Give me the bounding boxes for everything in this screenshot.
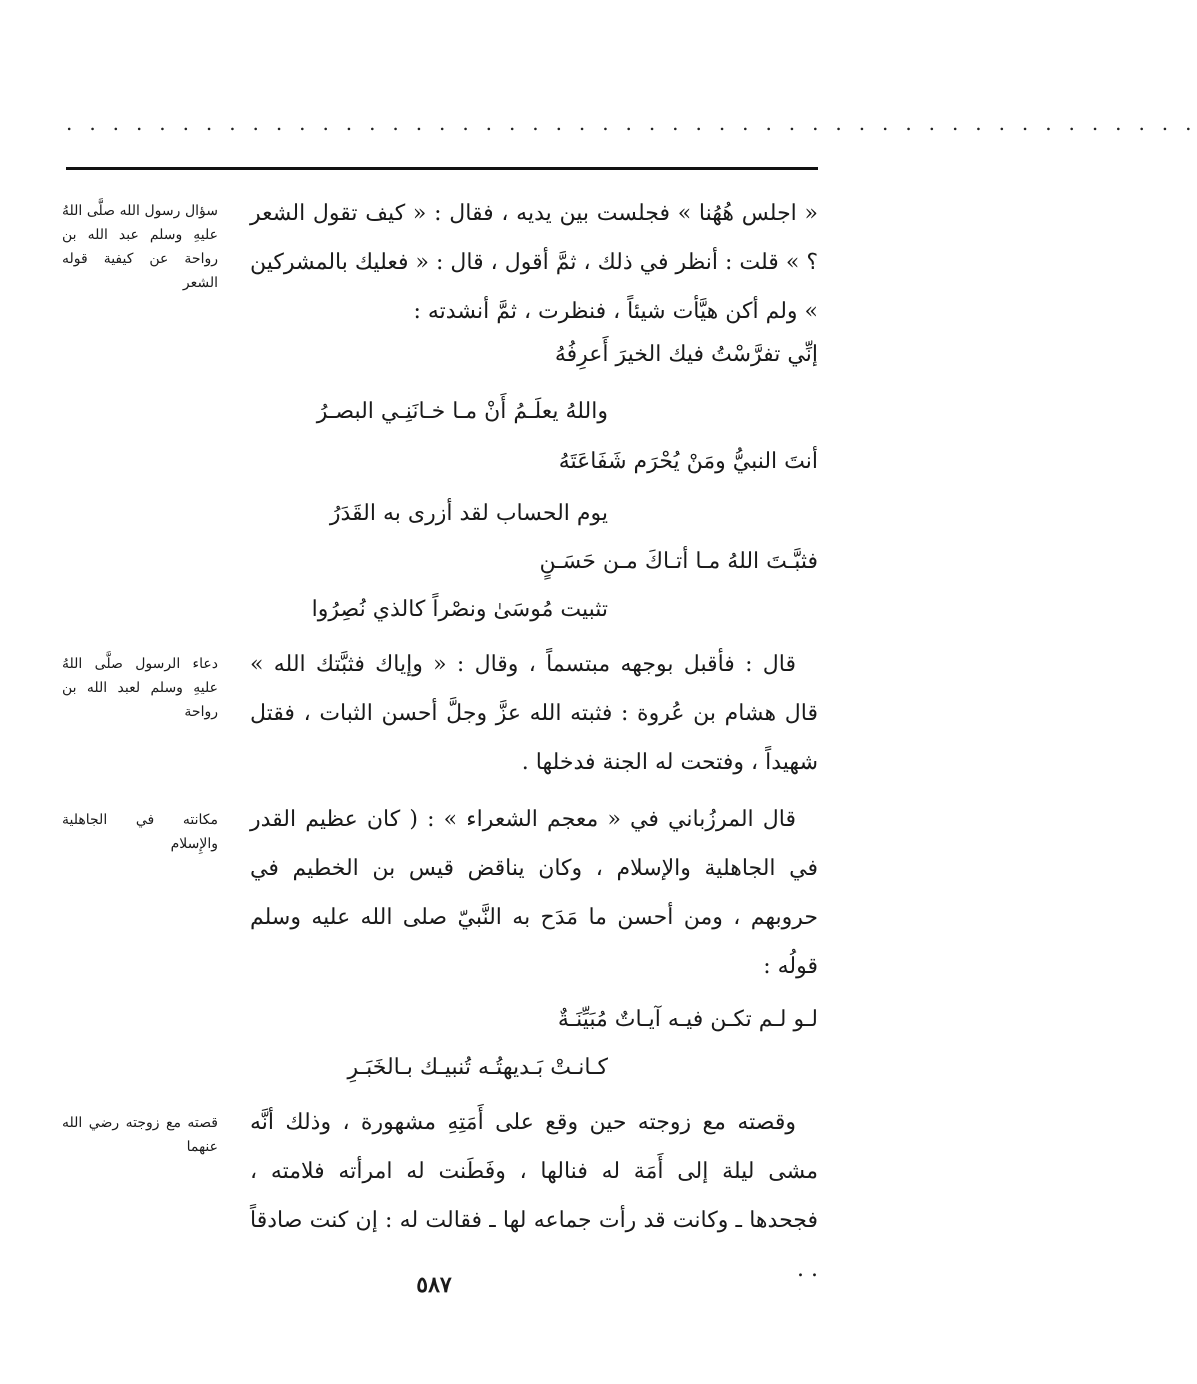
paragraph: قال المرزُباني في « معجم الشعراء » : ( كان عظيم القدر في الجاهلية والإسلام ، وكان يناقض قيس بن الخطيم في حروبهم ، ومن أحسن ما مَدَح به النَّبيّ صلى الله عليه وسلم قولُه : bbox=[250, 807, 818, 979]
page-number: ٥٨٧ bbox=[416, 1272, 452, 1298]
text-block-2 bbox=[250, 640, 818, 787]
margin-note: قصته مع زوجته رضي الله عنهما bbox=[62, 1115, 218, 1155]
verse-line: واللهُ يعلَـمُ أَنْ مـا خـانَنِـي البصـرُ bbox=[316, 399, 608, 424]
margin-note: مكانته في الجاهلية والإِسلام bbox=[62, 812, 218, 852]
verse-line: لـو لـم تكـن فيـه آيـاتٌ مُبَيِّنَـةٌ bbox=[557, 1007, 818, 1032]
verse-line: إنِّي تفرَّسْتُ فيك الخيرَ أَعرِفُهُ bbox=[554, 342, 818, 367]
header-rule bbox=[66, 167, 818, 170]
paragraph: « اجلس هُهُنا » فجلست بين يديه ، فقال : « كيف تقول الشعر ؟ » قلت : أنظر في ذلك ، ثمَّ أقول ، قال : « فعليك بالمشركين » ولم أكن هيَّأت شيئاً ، فنظرت ، ثمَّ أنشدته : bbox=[250, 201, 818, 324]
margin-note: سؤال رسول الله صلَّى اللهُ عليهِ وسلم عبد الله بن رواحة عن كيفية قوله الشعر bbox=[62, 203, 218, 291]
header-dotted-line: . . . . . . . . . . . . . . . . . . . . . . . . . . . . . . . . . . . . . . . . . . . . . . . . . bbox=[66, 111, 1197, 135]
verse-line: أنتَ النبيُّ ومَنْ يُحْرَم شَفَاعَتَهُ bbox=[558, 449, 818, 474]
margin-note: دعاء الرسول صلَّى اللهُ عليهِ وسلم لعبد الله بن رواحة bbox=[62, 656, 218, 720]
text-block-3 bbox=[250, 795, 818, 991]
text-block-1 bbox=[250, 189, 818, 336]
paragraph: وقصته مع زوجته حين وقع على أَمَتِهِ مشهورة ، وذلك أنَّه مشى ليلة إلى أَمَة له فنالها ، وفَطَنت له امرأته فلامته ، فجحدها ـ وكانت قد رأت جماعه لها ـ فقالت له : إن كنت صادقاً . . bbox=[250, 1110, 818, 1282]
verse-line: فثبَّـتَ اللهُ مـا أتـاكَ مـن حَسَـنٍ bbox=[539, 549, 818, 574]
verse-line: يوم الحساب لقد أزرى به القَدَرُ bbox=[329, 501, 608, 526]
verse-line: تثبيت مُوسَىٰ ونصْراً كالذي نُصِرُوا bbox=[311, 597, 608, 622]
paragraph: قال : فأقبل بوجهه مبتسماً ، وقال : « وإياك فثبَّتك الله » قال هشام بن عُروة : فثبته الله عزَّ وجلَّ أحسن الثبات ، فقتل شهيداً ، وفتحت له الجنة فدخلها . bbox=[250, 652, 818, 775]
verse-line: كـانـتْ بَـديهتُـه تُنبيـك بـالخَبَـرِ bbox=[347, 1055, 608, 1080]
text-block-4 bbox=[250, 1098, 818, 1294]
